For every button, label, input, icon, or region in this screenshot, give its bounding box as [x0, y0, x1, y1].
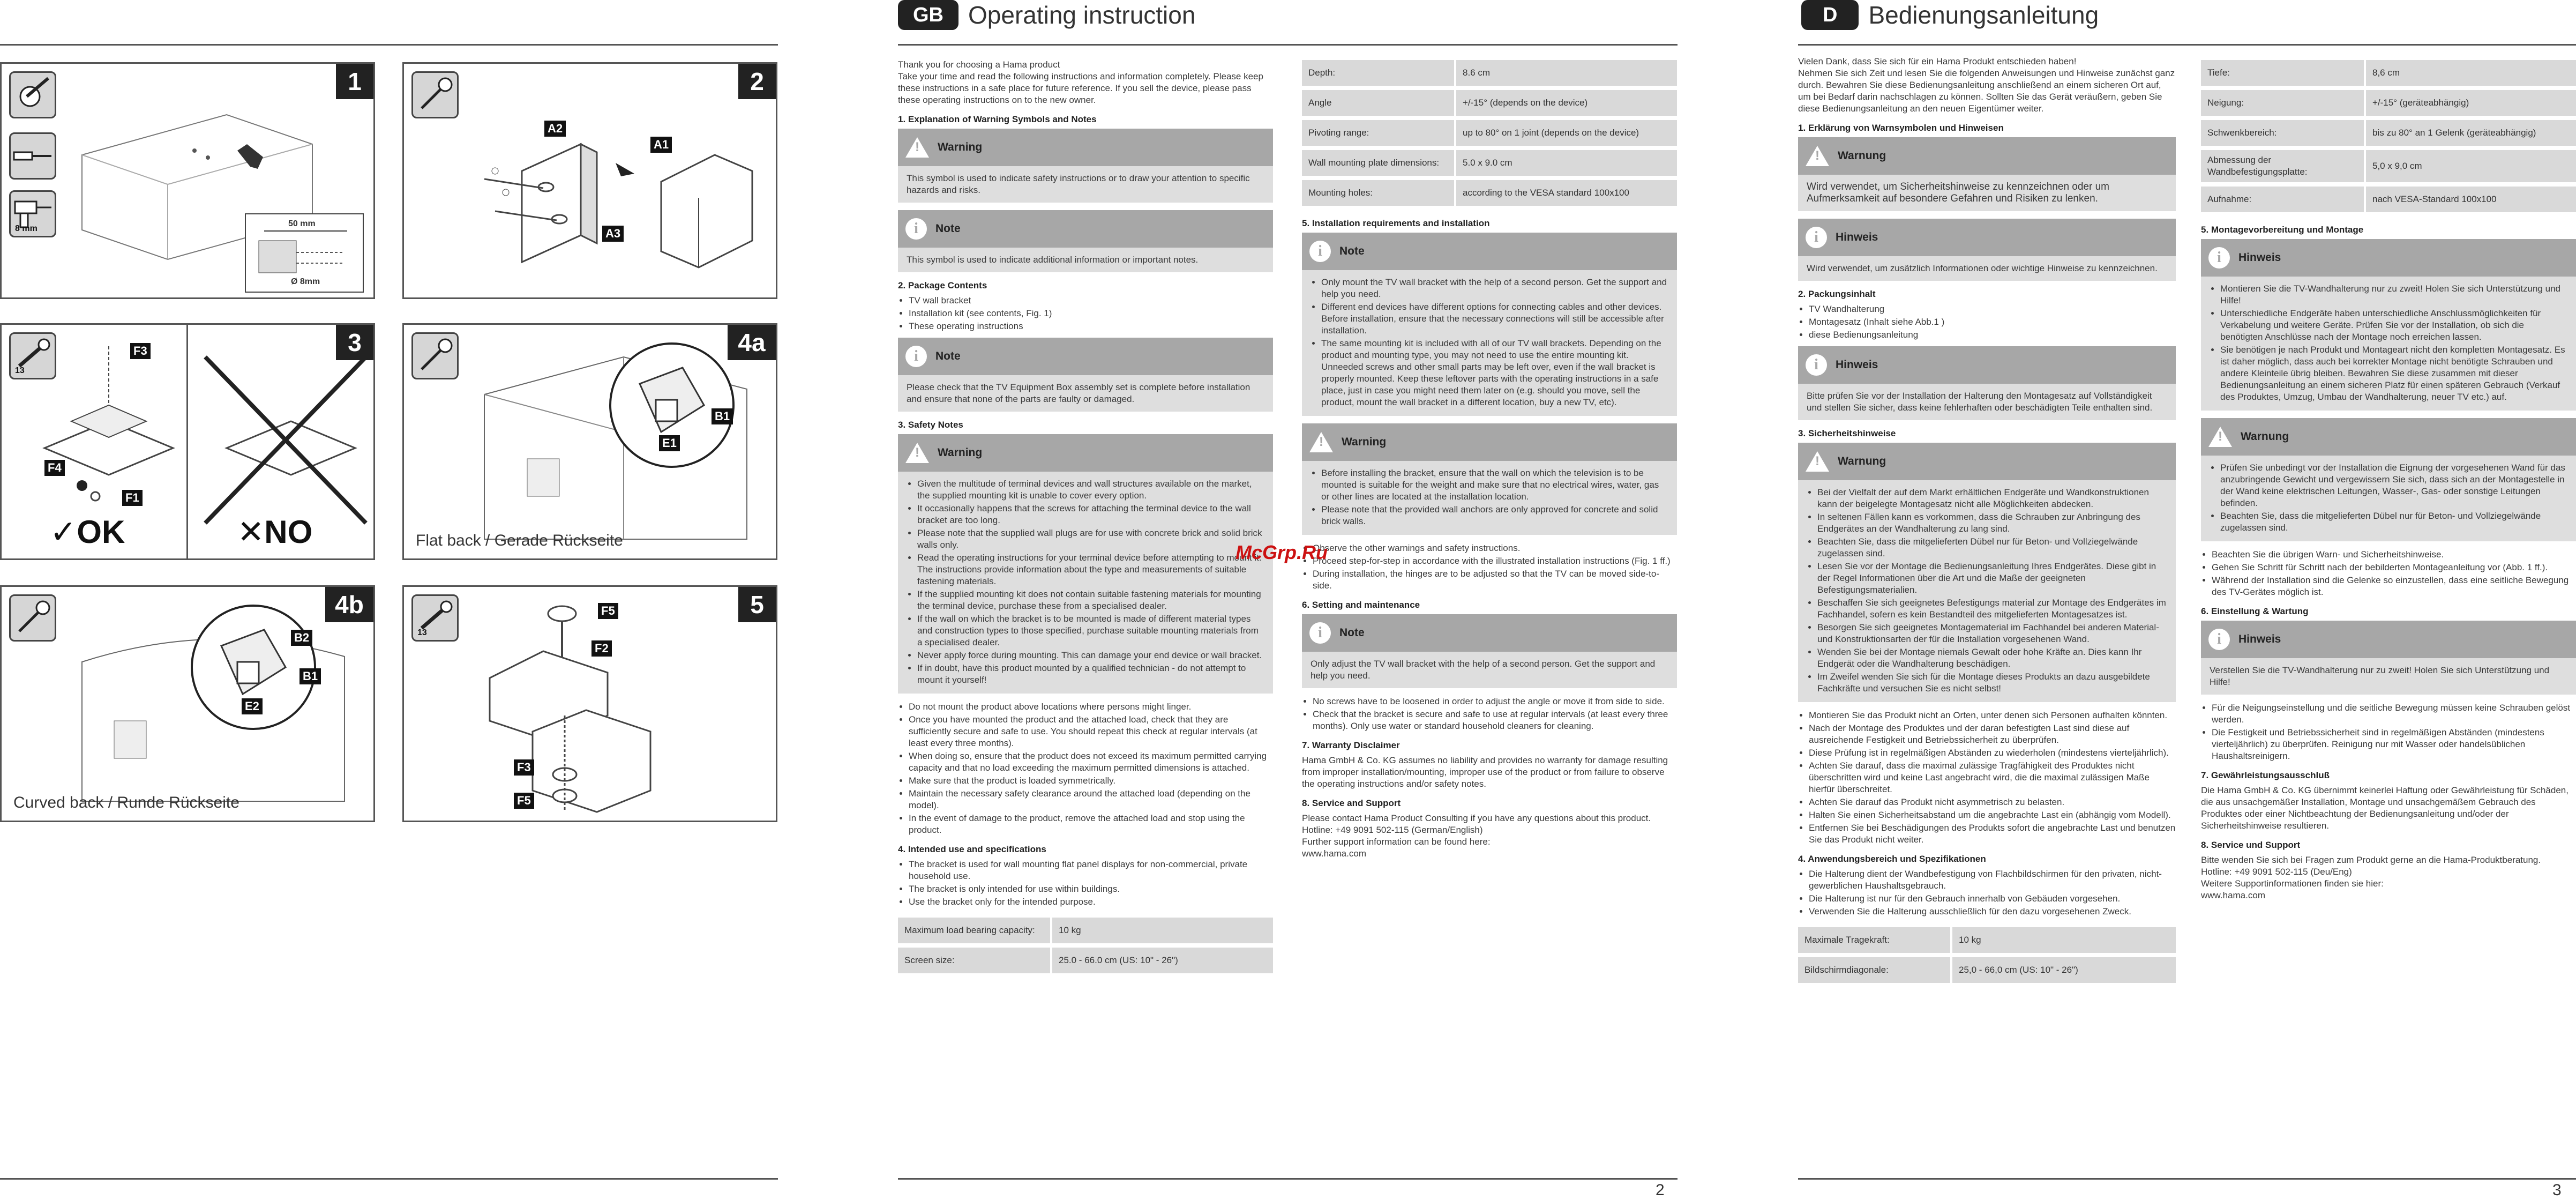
- safety-list: [898, 701, 1273, 836]
- panel-number: 5: [738, 587, 776, 622]
- box-title: Warnung: [1838, 455, 1886, 467]
- label-f3: F3: [514, 759, 534, 776]
- top-rule-de: [1798, 44, 2576, 46]
- box-title: Note: [935, 350, 961, 362]
- list-item: • If in doubt, have this product mounted by a qualified technician - do not attempt to mount it yourself!: [917, 662, 1264, 686]
- list-item: • Für die Neigungseinstellung und die seitliche Bewegung müssen keine Schrauben gelöst werden.: [2212, 702, 2576, 726]
- spec-label: Bildschirmdiagonale:: [1798, 957, 1952, 983]
- label-f2: F2: [591, 640, 612, 657]
- wrench-size-label: 13: [417, 628, 427, 637]
- spec-value: up to 80° on 1 joint (depends on the device): [1456, 120, 1677, 146]
- panel-4b: [0, 585, 375, 822]
- intended-use-list: [1798, 868, 2176, 918]
- language-badge: D: [1801, 0, 1859, 30]
- warning-list: [1807, 487, 2167, 695]
- note-box: [898, 338, 1273, 412]
- info-icon: i: [1806, 227, 1827, 248]
- intro-text: Take your time and read the following instructions and information completely. Please keep these instructions in a safe place for future reference. If you sell the device, please pass these operating instructions on to the new owner.: [898, 71, 1263, 105]
- warning-box: [1798, 137, 2176, 211]
- note-list: [2210, 283, 2567, 403]
- page-number: 2: [1656, 1181, 1665, 1199]
- hole-diameter-label: Ø 8mm: [291, 277, 320, 286]
- maintenance-list: [1302, 696, 1677, 732]
- spec-value: +/-15° (geräteabhängig): [2366, 90, 2576, 116]
- list-item: • Die Halterung ist nur für den Gebrauch innerhalb von Gebäuden vorgesehen.: [1809, 893, 2176, 905]
- warning-list: [907, 478, 1264, 686]
- spec-label: Wall mounting plate dimensions:: [1302, 150, 1456, 176]
- table-row: [1302, 120, 1677, 146]
- de-column-right: [2201, 56, 2576, 901]
- table-row: [1302, 90, 1677, 116]
- spec-label: Maximum load bearing capacity:: [898, 918, 1052, 943]
- section-heading: 1. Explanation of Warning Symbols and Notes: [898, 114, 1097, 124]
- spec-label: Aufnahme:: [2201, 187, 2366, 212]
- hinge-assembly-illustration: [404, 587, 777, 822]
- safety-list: [1798, 710, 2176, 846]
- panel-number: 4b: [325, 587, 373, 622]
- maintenance-list: [2201, 702, 2576, 762]
- box-title: Hinweis: [1836, 231, 1878, 243]
- list-item: • The bracket is only intended for use within buildings.: [909, 883, 1273, 895]
- box-text: Wird verwendet, um zusätzlich Informationen oder wichtige Hinweise zu kennzeichnen.: [1807, 263, 2158, 273]
- note-box: [1798, 346, 2176, 420]
- list-item: • When doing so, ensure that the product does not exceed its maximum permitted carrying capacity and that no load exceeding the maximum permitted dimensions is attached.: [909, 750, 1273, 774]
- list-item: • Check that the bracket is secure and safe to use at regular intervals (at least every three months). Only use water or standard household cleaners for cleaning.: [1313, 709, 1677, 732]
- list-item: • Proceed step-for-step in accordance with the illustrated installation instructions (Fig. 1 ff.): [1313, 555, 1677, 567]
- info-icon: i: [905, 218, 927, 240]
- label-e1: E1: [659, 435, 680, 451]
- warning-icon: !: [1806, 146, 1829, 166]
- note-box: [1798, 219, 2176, 281]
- hotline: Hotline: +49 9091 502-115 (Deu/Eng): [2201, 867, 2352, 877]
- gb-column-right: [1302, 56, 1677, 860]
- section-heading: 4. Anwendungsbereich und Spezifikationen: [1798, 854, 1986, 864]
- box-title: Hinweis: [2238, 251, 2281, 264]
- spec-label: Mounting holes:: [1302, 180, 1456, 206]
- list-item: • Beachten Sie, dass die mitgelieferten Dübel nur für Beton- und Vollziegelwände zugelassen sind.: [1817, 536, 2167, 560]
- spec-label: Schwenkbereich:: [2201, 120, 2366, 146]
- top-rule-gb: [898, 44, 1678, 46]
- bottom-rule-gb: [898, 1178, 1678, 1180]
- section-heading: 2. Package Contents: [898, 280, 987, 290]
- info-icon: i: [1806, 354, 1827, 376]
- list-item: • Maintain the necessary safety clearance around the attached load (depending on the model).: [909, 788, 1273, 811]
- list-item: • Die Halterung dient der Wandbefestigung von Flachbildschirmen für den privaten, nicht-gewerblichen Haushaltsgebrauch.: [1809, 868, 2176, 892]
- section-heading: 7. Gewährleistungsausschluß: [2201, 770, 2330, 780]
- table-row: [1302, 150, 1677, 176]
- spec-value: 10 kg: [1952, 927, 2176, 953]
- panel-number: 4a: [728, 325, 776, 360]
- watermark: McGrp.Ru: [1235, 541, 1328, 563]
- box-title: Note: [935, 222, 961, 235]
- website-link[interactable]: www.hama.com: [1302, 848, 1366, 859]
- label-f5-bottom: F5: [514, 793, 534, 809]
- section-heading: 2. Packungsinhalt: [1798, 289, 1876, 299]
- panel-1: [0, 62, 375, 299]
- box-title: Note: [1339, 245, 1365, 257]
- label-e2: E2: [242, 698, 263, 714]
- intro-line: Thank you for choosing a Hama product: [898, 59, 1060, 70]
- label-f5-top: F5: [598, 603, 618, 619]
- info-icon: i: [1309, 241, 1331, 262]
- warning-icon: !: [905, 443, 929, 463]
- list-item: • In seltenen Fällen kann es vorkommen, dass die Schrauben zur Anbringung des Endgerätes an der Wandhalterung zu lang sind.: [1817, 511, 2167, 535]
- list-item: • Read the operating instructions for your terminal device before attempting to mount it. The instructions provide information about the type and measurements of suitable fastening materials.: [917, 552, 1264, 587]
- list-item: • Verwenden Sie die Halterung ausschließlich für den dazu vorgesehenen Zweck.: [1809, 906, 2176, 918]
- table-row: [1302, 180, 1677, 206]
- warning-list: [2210, 462, 2567, 534]
- section-heading: 7. Warranty Disclaimer: [1302, 740, 1400, 750]
- list-item: • If the wall on which the bracket is to be mounted is made of different material types and construction types to those specified, purchase suitable mounting materials from a specialised dealer.: [917, 613, 1264, 649]
- note-box: [898, 210, 1273, 272]
- list-item: • Montieren Sie das Produkt nicht an Orten, unter denen sich Personen aufhalten könnten.: [1809, 710, 2176, 721]
- list-item: • diese Bedienungsanleitung: [1809, 329, 2176, 341]
- gb-column-left: [898, 59, 1273, 983]
- list-item: • Please note that the supplied wall plugs are for use with concrete brick and solid brick walls only.: [917, 527, 1264, 551]
- no-label: ✕NO: [237, 514, 313, 550]
- warning-box: [898, 129, 1273, 203]
- bracket-parts-illustration: [404, 64, 777, 299]
- box-text: Bitte prüfen Sie vor der Installation der Halterung den Montagesatz auf Vollständigkeit und stellen Sie sicher, dass keine fehlerhaften oder beschädigten Teile enthalten sind.: [1807, 391, 2153, 413]
- section-heading: 8. Service und Support: [2201, 840, 2301, 850]
- box-text: Please check that the TV Equipment Box assembly set is complete before installation and ensure that none of the parts are faulty or damaged.: [907, 382, 1250, 404]
- intended-use-list: [898, 859, 1273, 908]
- list-item: • Gehen Sie Schritt für Schritt nach der bebilderten Montageanleitung vor (Abb. 1 ff.).: [2212, 562, 2576, 573]
- list-item: • Beachten Sie, dass die mitgelieferten Dübel nur für Beton- und Vollziegelwände zugelassen sind.: [2220, 510, 2567, 534]
- list-item: • If the supplied mounting kit does not contain suitable fastening materials for mounting the terminal device, purchase these from a specialised dealer.: [917, 588, 1264, 612]
- spec-label: Tiefe:: [2201, 60, 2366, 86]
- list-item: • Wenden Sie bei der Montage niemals Gewalt oder hohe Kräfte an. Dies kann Ihr Endgerät oder die Wandhalterung beschädigen.: [1817, 646, 2167, 670]
- label-f3: F3: [130, 343, 151, 359]
- box-title: Warning: [1342, 436, 1387, 448]
- warning-icon: !: [905, 137, 929, 158]
- section-heading: 6. Setting and maintenance: [1302, 600, 1420, 610]
- page-title: Operating instruction: [968, 1, 1196, 29]
- label-b2: B2: [291, 630, 312, 646]
- list-item: • TV wall bracket: [909, 295, 1273, 307]
- note-box: [1302, 233, 1677, 416]
- spec-label: Abmessung der Wandbefestigungsplatte:: [2201, 150, 2366, 182]
- installation-list: [2201, 549, 2576, 598]
- list-item: • Please note that the provided wall anchors are only approved for concrete and solid brick walls.: [1321, 504, 1668, 527]
- list-item: • Besorgen Sie sich geeignetes Montagematerial im Fachhandel bei anderen Material- und Konstruktionsarten der für die Installation vorgesehenen Wand.: [1817, 622, 2167, 645]
- note-box: [1302, 614, 1677, 688]
- spec-value: bis zu 80° an 1 Gelenk (geräteabhängig): [2366, 120, 2576, 146]
- list-item: • Do not mount the product above locations where persons might linger.: [909, 701, 1273, 713]
- panel-caption: Curved back / Runde Rückseite: [13, 794, 239, 811]
- intro-line: Vielen Dank, dass Sie sich für ein Hama Produkt entschieden haben!: [1798, 56, 2077, 66]
- label-f4: F4: [44, 460, 65, 476]
- box-title: Note: [1339, 627, 1365, 639]
- list-item: • Montieren Sie die TV-Wandhalterung nur zu zweit! Holen Sie sich Unterstützung und Hilfe!: [2220, 283, 2567, 307]
- list-item: • These operating instructions: [909, 321, 1273, 332]
- table-row: [1302, 60, 1677, 86]
- warning-box: [1798, 443, 2176, 702]
- list-item: • During installation, the hinges are to be adjusted so that the TV can be moved side-to-side.: [1313, 568, 1677, 592]
- wrench-size-label: 13: [15, 366, 25, 375]
- list-item: • Achten Sie darauf, dass die maximal zulässige Tragfähigkeit des Produktes nicht überschritten wird und keine Last angebracht wird, die die maximal zulässigen Maße hierfür überschreitet.: [1809, 760, 2176, 795]
- spec-table: [2201, 56, 2576, 217]
- list-item: • Make sure that the product is loaded symmetrically.: [909, 775, 1273, 787]
- box-text: This symbol is used to indicate additional information or important notes.: [907, 255, 1199, 265]
- bottom-rule-de: [1798, 1178, 2576, 1180]
- spec-label: Neigung:: [2201, 90, 2366, 116]
- label-a1: A1: [650, 137, 672, 153]
- list-item: • Given the multitude of terminal devices and wall structures available on the market, the supplied mounting kit is unable to cover every option.: [917, 478, 1264, 502]
- panel-5: [402, 585, 777, 822]
- note-box: [2201, 621, 2576, 695]
- box-text: Only adjust the TV wall bracket with the help of a second person. Get the support and help you need.: [1311, 659, 1656, 681]
- drill-size-label: 8 mm: [15, 224, 38, 233]
- spec-label: Depth:: [1302, 60, 1456, 86]
- list-item: • Never apply force during mounting. This can damage your end device or wall bracket.: [917, 650, 1264, 661]
- list-item: • Achten Sie darauf das Produkt nicht asymmetrisch zu belasten.: [1809, 796, 2176, 808]
- table-row: [1798, 927, 2176, 953]
- intro-text: Nehmen Sie sich Zeit und lesen Sie die folgenden Anweisungen und Hinweise zunächst ganz durch. Bewahren Sie diese Bedienungsanleitung anschließend an einem sicheren Ort auf, um bei Bedarf darin nachschlagen zu können. Sollten Sie das Gerät veräußern, geben Sie diese Bedienungsanleitung an den neuen Eigentümer weiter.: [1798, 68, 2175, 114]
- section-heading: 3. Sicherheitshinweise: [1798, 428, 1896, 438]
- page-title: Bedienungsanleitung: [1868, 1, 2099, 29]
- section-heading: 5. Montagevorbereitung und Montage: [2201, 225, 2364, 235]
- list-item: • Unterschiedliche Endgeräte haben unterschiedliche Anschlussmöglichkeiten für Verkabelung und weitere Geräte. Prüfen Sie vor der Installation, ob sich die benötigten Anschlüsse nach der Montage noch erreichen lassen.: [2220, 308, 2567, 343]
- box-text: Wird verwendet, um Sicherheitshinweise zu kennzeichnen oder um Aufmerksamkeit auf besondere Gefahren und Risiken zu lenken.: [1807, 181, 2109, 204]
- label-a3: A3: [602, 226, 624, 242]
- section-heading: 5. Installation requirements and installation: [1302, 218, 1490, 228]
- warning-list: [1311, 467, 1668, 527]
- warning-icon: !: [2208, 427, 2232, 447]
- warning-icon: !: [1309, 432, 1333, 452]
- hotline: Hotline: +49 9091 502-115 (German/English): [1302, 825, 1483, 835]
- panel-number: 1: [336, 64, 373, 99]
- spec-label: Screen size:: [898, 948, 1052, 973]
- spec-value: nach VESA-Standard 100x100: [2366, 187, 2576, 212]
- box-title: Hinweis: [2238, 633, 2281, 645]
- section-heading: 6. Einstellung & Wartung: [2201, 606, 2309, 616]
- list-item: • Different end devices have different options for connecting cables and other devices. Before installation, ensure that the necessary connections will still be accessible after installation.: [1321, 301, 1668, 337]
- list-item: • Sie benötigen je nach Produkt und Montageart nicht den kompletten Montagesatz. Es ist daher möglich, dass auch bei korrekter Montage nicht benötigte Schrauben und andere Kleinteile übrig bleiben. Bewahren Sie diese zusammen mit dieser Bedienungsanleitung an einem sicheren Platz für einen späteren Gebrauch (Verkauf des Produktes, Umzug, Umbau der Wandhalterung, neuer TV etc.) auf.: [2220, 344, 2567, 403]
- section-heading: 8. Service and Support: [1302, 798, 1401, 808]
- spec-value: 10 kg: [1052, 918, 1273, 943]
- list-item: • Im Zweifel wenden Sie sich für die Montage dieses Produkts an dazu ausgebildete Fachkräfte und versuchen Sie es nicht selbst!: [1817, 671, 2167, 695]
- box-text: Verstellen Sie die TV-Wandhalterung nur zu zweit! Holen Sie sich Unterstützung und Hilfe!: [2210, 665, 2550, 687]
- label-b1: B1: [299, 668, 321, 684]
- panel-number: 3: [336, 325, 373, 360]
- bottom-rule-left: [0, 1178, 778, 1180]
- info-icon: i: [2208, 629, 2230, 650]
- box-title: Hinweis: [1836, 359, 1878, 371]
- list-item: • Nach der Montage des Produktes und der daran befestigten Last sind diese auf ausreichende Festigkeit und Betriebssicherheit zu überprüfen.: [1809, 722, 2176, 746]
- list-item: • Montagesatz (Inhalt siehe Abb.1 ): [1809, 316, 2176, 328]
- info-icon: i: [1309, 622, 1331, 644]
- panel-number: 2: [738, 64, 776, 99]
- list-item: • TV Wandhalterung: [1809, 303, 2176, 315]
- list-item: • The bracket is used for wall mounting flat panel displays for non-commercial, private household use.: [909, 859, 1273, 882]
- info-icon: i: [2208, 247, 2230, 269]
- spec-value: 8.6 cm: [1456, 60, 1677, 86]
- box-title: Warning: [938, 141, 983, 153]
- panel-2: [402, 62, 777, 299]
- warning-box: [2201, 418, 2576, 541]
- spec-table: [898, 913, 1273, 978]
- wall-drilling-illustration: [2, 64, 375, 299]
- spec-table: [1302, 56, 1677, 210]
- spec-value: 8,6 cm: [2366, 60, 2576, 86]
- spec-label: Angle: [1302, 90, 1456, 116]
- note-list: [1311, 277, 1668, 408]
- list-item: • No screws have to be loosened in order to adjust the angle or move it from side to side.: [1313, 696, 1677, 707]
- list-item: • Prüfen Sie unbedingt vor der Installation die Eignung der vorgesehenen Wand für das anzubringende Gewicht und vergewissern Sie sich, dass sich an der Montagestelle in der Wand keine elektrischen Leitungen, Wasser-, Gas- oder sonstige Leitungen befinden.: [2220, 462, 2567, 509]
- de-header: [1801, 0, 2099, 30]
- label-f1: F1: [122, 490, 143, 506]
- support-line: Bitte wenden Sie sich bei Fragen zum Produkt gerne an die Hama-Produktberatung.: [2201, 855, 2541, 865]
- list-item: • Before installing the bracket, ensure that the wall on which the television is to be mounted is suitable for the weight and make sure that no electrical wires, water, gas or other lines are located at the installation location.: [1321, 467, 1668, 503]
- box-text: This symbol is used to indicate safety instructions or to draw your attention to specific hazards and risks.: [907, 173, 1250, 195]
- support-line: Weitere Supportinformationen finden sie hier:: [2201, 878, 2384, 889]
- warning-box: [1302, 423, 1677, 535]
- list-item: • Diese Prüfung ist in regelmäßigen Abständen zu wiederholen (mindestens vierteljährlich).: [1809, 747, 2176, 759]
- list-item: • Installation kit (see contents, Fig. 1): [909, 308, 1273, 319]
- list-item: • Beachten Sie die übrigen Warn- und Sicherheitshinweise.: [2212, 549, 2576, 561]
- list-item: • Während der Installation sind die Gelenke so einzustellen, dass eine seitliche Bewegung des TV-Gerätes möglich ist.: [2212, 575, 2576, 598]
- support-line: Please contact Hama Product Consulting if you have any questions about this product.: [1302, 813, 1651, 823]
- label-a2: A2: [544, 121, 566, 137]
- spec-table: [1798, 923, 2176, 987]
- warranty-text: Hama GmbH & Co. KG assumes no liability and provides no warranty for damage resulting from improper installation/mounting, improper use of the product or from failure to observe the operating instructions and/or safety notes.: [1302, 755, 1668, 789]
- spec-value: 5,0 x 9,0 cm: [2366, 150, 2576, 182]
- table-row: [898, 918, 1273, 943]
- table-row: [2201, 90, 2576, 116]
- list-item: • Once you have mounted the product and the attached load, check that they are sufficiently secure and safe to use. You should repeat this check at regular intervals (at least every three months).: [909, 714, 1273, 749]
- spec-value: 25.0 - 66.0 cm (US: 10" - 26"): [1052, 948, 1273, 973]
- table-row: [2201, 60, 2576, 86]
- list-item: • Only mount the TV wall bracket with the help of a second person. Get the support and help you need.: [1321, 277, 1668, 300]
- list-item: • Lesen Sie vor der Montage die Bedienungsanleitung Ihres Endgerätes. Diese gibt in der Regel Informationen über die Art und die Maße der geeigneten Befestigungsmaterialien.: [1817, 561, 2167, 596]
- panel-4a: [402, 323, 777, 560]
- section-heading: 4. Intended use and specifications: [898, 844, 1046, 854]
- support-line: Further support information can be found here:: [1302, 837, 1491, 847]
- info-icon: i: [905, 346, 927, 367]
- list-item: • The same mounting kit is included with all of our TV wall brackets. Depending on the product and mounting type, you may not need to use the entire mounting kit. Unneeded screws and other small parts may be left over, even if the wall bracket is properly mounted. Keep these leftover parts with the operating instructions in a safe place, just in case you might need them later on (e.g. should you move, sell the product, mount the wall bracket in a different location, buy a new TV, etc).: [1321, 338, 1668, 408]
- ok-label: ✓OK: [50, 514, 125, 550]
- table-row: [2201, 120, 2576, 146]
- page-number: 3: [2552, 1181, 2562, 1199]
- list-item: • It occasionally happens that the screws for attaching the terminal device to the wall bracket are too long.: [917, 503, 1264, 526]
- box-title: Warnung: [2241, 430, 2289, 443]
- warning-box: [898, 434, 1273, 694]
- list-item: • Beschaffen Sie sich geeignetes Befestigungs material zur Montage des Endgerätes im Fachhandel, sofern es kein Bestandteil des mitgelieferten Montagesatzes ist.: [1817, 597, 2167, 621]
- box-title: Warning: [938, 446, 983, 459]
- note-box: [2201, 239, 2576, 411]
- panel-caption: Flat back / Gerade Rückseite: [416, 532, 623, 549]
- section-heading: 3. Safety Notes: [898, 420, 963, 430]
- list-item: • Halten Sie einen Sicherheitsabstand um die angebrachte Last ein (abhängig vom Modell).: [1809, 809, 2176, 821]
- panel-3: [0, 323, 375, 560]
- website-link[interactable]: www.hama.com: [2201, 890, 2265, 900]
- flat-back-illustration: [404, 325, 777, 560]
- list-item: • Entfernen Sie bei Beschädigungen des Produkts sofort die angebrachte Last und benutzen Sie das Produkt nicht weiter.: [1809, 822, 2176, 846]
- warning-icon: !: [1806, 451, 1829, 472]
- table-row: [2201, 187, 2576, 212]
- spec-label: Maximale Tragekraft:: [1798, 927, 1952, 953]
- spec-value: +/-15° (depends on the device): [1456, 90, 1677, 116]
- installation-list: [1302, 542, 1677, 592]
- hole-depth-label: 50 mm: [288, 219, 316, 228]
- box-title: Warnung: [1838, 150, 1886, 162]
- list-item: • Observe the other warnings and safety instructions.: [1313, 542, 1677, 554]
- section-heading: 1. Erklärung von Warnsymbolen und Hinweisen: [1798, 123, 2004, 133]
- list-item: • Use the bracket only for the intended purpose.: [909, 896, 1273, 908]
- spec-value: according to the VESA standard 100x100: [1456, 180, 1677, 206]
- spec-value: 25,0 - 66,0 cm (US: 10" - 26"): [1952, 957, 2176, 983]
- package-contents-list: [1798, 303, 2176, 341]
- table-row: [898, 948, 1273, 973]
- curved-back-illustration: [2, 587, 375, 822]
- warranty-text: Die Hama GmbH & Co. KG übernimmt keinerlei Haftung oder Gewährleistung für Schäden, die aus unsachgemäßer Installation, Montage und unsachgemäßem Gebrauch des Produktes oder einer Nichtbeachtung der Bedienungsanleitung und/oder der Sicherheitshinweise resultieren.: [2201, 785, 2568, 831]
- de-column-left: [1798, 56, 2176, 993]
- language-badge: GB: [898, 0, 958, 30]
- list-item: • Bei der Vielfalt der auf dem Markt erhältlichen Endgeräte und Wandkonstruktionen kann der beigelegte Montagesatz nicht alle Möglichkeiten abdecken.: [1817, 487, 2167, 510]
- spec-label: Pivoting range:: [1302, 120, 1456, 146]
- table-row: [1798, 957, 2176, 983]
- list-item: • Die Festigkeit und Betriebssicherheit sind in regelmäßigen Abständen (mindestens vierteljährlich) zu überprüfen. Reinigung nur mit Wasser oder handelsüblichen Haushaltsreinigern.: [2212, 727, 2576, 762]
- list-item: • In the event of damage to the product, remove the attached load and stop using the product.: [909, 813, 1273, 836]
- table-row: [2201, 150, 2576, 182]
- gb-header: [898, 0, 1195, 30]
- label-b1: B1: [712, 408, 733, 424]
- spec-value: 5.0 x 9.0 cm: [1456, 150, 1677, 176]
- top-rule-left: [0, 44, 778, 46]
- package-contents-list: [898, 295, 1273, 332]
